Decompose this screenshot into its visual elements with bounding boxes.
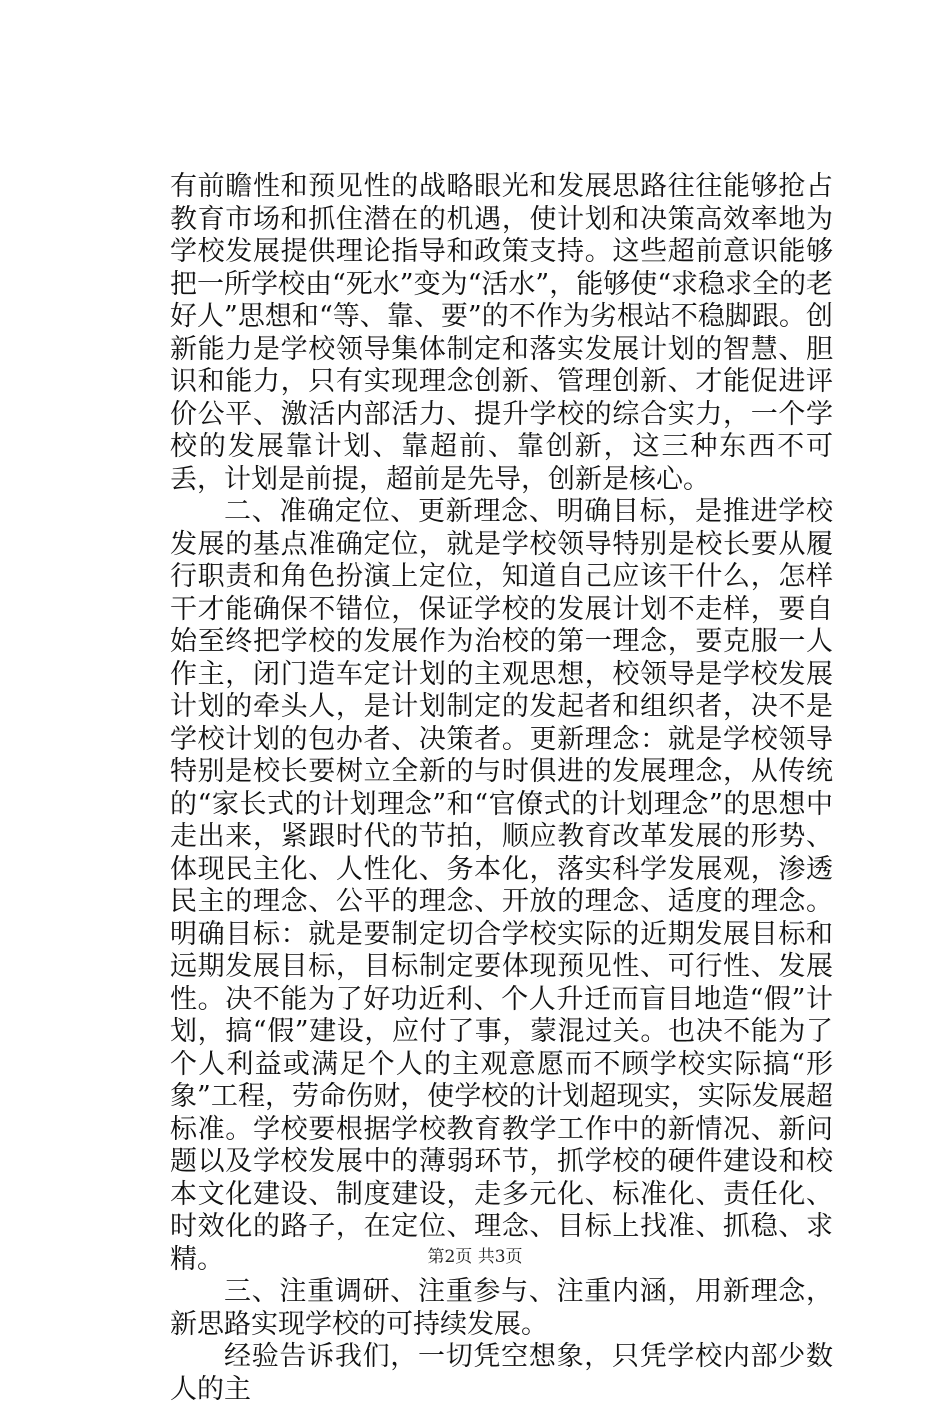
page-footer: [0, 1247, 950, 1267]
page-number: 第2页 共3页: [427, 1247, 523, 1267]
paragraph-section-three: 三、注重调研、注重参与、注重内涵，用新理念，新思路实现学校的可持续发展。: [170, 1276, 833, 1340]
paragraph-continuation: 有前瞻性和预见性的战略眼光和发展思路往往能够抢占教育市场和抓住潜在的机遇，使计划和决策高效率地为学校发展提供理论指导和政策支持。这些超前意识能够把一所学校由“死水”变为“活水”，能够使“求稳求全的老好人”思想和“等、靠、要”的不作为劣根站不稳脚跟。创新能力是学校领导集体制定和落实发展计划的智慧、胆识和能力，只有实现理念创新、管理创新、才能促进评价公平、激活内部活力、提升学校的综合实力，一个学校的发展靠计划、靠超前、靠创新，这三种东西不可丢，计划是前提，超前是先导，创新是核心。: [170, 171, 834, 495]
document-body: [170, 171, 833, 1406]
paragraph-experience: 经验告诉我们，一切凭空想象，只凭学校内部少数人的主: [170, 1341, 833, 1405]
paragraph-section-two: 二、准确定位、更新理念、明确目标，是推进学校发展的基点准确定位，就是学校领导特别是校长要从履行职责和角色扮演上定位，知道自己应该干什么，怎样干才能确保不错位，保证学校的发展计划不走样，要自始至终把学校的发展作为治校的第一理念，要克服一人作主，闭门造车定计划的主观思想，校领导是学校发展计划的牵头人，是计划制定的发起者和组织者，决不是学校计划的包办者、决策者。更新理念：就是学校领导特别是校长要树立全新的与时俱进的发展理念，从传统的“家长式的计划理念”和“官僚式的计划理念”的思想中走出来，紧跟时代的节拍，顺应教育改革发展的形势、体现民主化、人性化、务本化，落实科学发展观，渗透民主的理念、公平的理念、开放的理念、适度的理念。明确目标：就是要制定切合学校实际的近期发展目标和远期发展目标，目标制定要体现预见性、可行性、发展性。决不能为了好功近利、个人升迁而盲目地造“假”计划，搞“假”建设，应付了事，蒙混过关。也决不能为了个人利益或满足个人的主观意愿而不顾学校实际搞“形象”工程，劳命伤财，使学校的计划超现实，实际发展超标准。学校要根据学校教育教学工作中的新情况、新问题以及学校发展中的薄弱环节，抓学校的硬件建设和校本文化建设、制度建设，走多元化、标准化、责任化、时效化的路子，在定位、理念、目标上找准、抓稳、求精。: [170, 496, 833, 1275]
